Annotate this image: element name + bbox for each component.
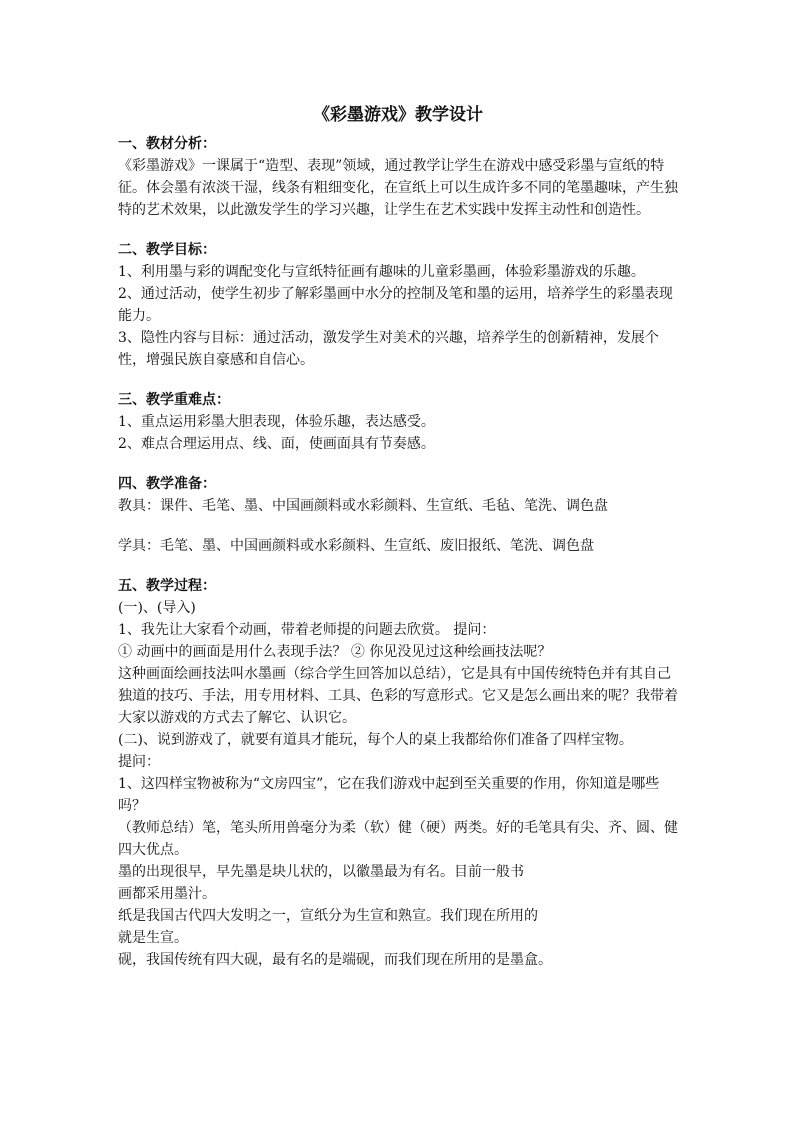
paragraph: 教具：课件、毛笔、墨、中国画颜料或水彩颜料、生宣纸、毛毡、笔洗、调色盘: [118, 498, 608, 514]
paragraph: 1、这四样宝物被称为“文房四宝”，它在我们游戏中起到至关重要的作用，你知道是哪些吗？: [118, 776, 660, 814]
paragraph: ① 动画中的画面是用什么表现手法？ ② 你见没见过这种绘画技法呢？: [118, 644, 552, 660]
paragraph: (二)、说到游戏了，就要有道具才能玩，每个人的桌上我都给你们准备了四样宝物。: [118, 732, 633, 748]
paragraph: 2、难点合理运用点、线、面，使画面具有节奏感。: [118, 436, 435, 452]
paragraph: 3、隐性内容与目标：通过活动，激发学生对美术的兴趣，培养学生的创新精神，发展个性，增强民族自豪感和自信心。: [118, 330, 659, 368]
paragraph: 纸是我国古代四大发明之一，宣纸分为生宣和熟宣。我们现在所用的: [118, 908, 538, 924]
section-heading: 一、教材分析：: [118, 136, 216, 152]
spacer: [118, 557, 678, 575]
spacer: [118, 371, 678, 389]
paragraph: 1、重点运用彩墨大胆表现，体验乐趣，表达感受。: [118, 414, 435, 430]
spacer: [118, 517, 678, 535]
spacer: [118, 455, 678, 473]
paragraph: （教师总结）笔，笔头所用兽毫分为柔（软）健（硬）两类。好的毛笔具有尖、齐、圆、健四大优点。: [118, 820, 678, 858]
paragraph: 这种画面绘画技法叫水墨画（综合学生回答加以总结），它是具有中国传统特色并有其自己独道的技巧、手法，用专用材料、工具、色彩的写意形式。它又是怎么画出来的呢？我带着大家以游戏的方式去了解它、认识它。: [118, 666, 678, 726]
spacer: [118, 221, 678, 239]
paragraph: 1、利用墨与彩的调配变化与宣纸特征画有趣味的儿童彩墨画，体验彩墨游戏的乐趣。: [118, 264, 645, 280]
section-heading: 五、教学过程：: [118, 578, 216, 594]
section-heading: 四、教学准备：: [118, 476, 216, 492]
paragraph: 《彩墨游戏》一课属于“造型、表现”领域，通过教学让学生在游戏中感受彩墨与宣纸的特征。体会墨有浓淡干湿，线条有粗细变化，在宣纸上可以生成许多不同的笔墨趣味，产生独特的艺术效果，以此激发学生的学习兴趣，让学生在艺术实践中发挥主动性和创造性。: [118, 158, 678, 218]
document-title: 《彩墨游戏》教学设计: [313, 105, 483, 125]
paragraph: 砚，我国传统有四大砚，最有名的是端砚，而我们现在所用的是墨盒。: [118, 952, 552, 968]
paragraph: 提问：: [118, 754, 160, 770]
section-heading: 三、教学重难点：: [118, 392, 230, 408]
paragraph: (一)、(导入): [118, 600, 196, 616]
section-heading: 二、教学目标：: [118, 242, 216, 258]
paragraph: 画都采用墨汁。: [118, 886, 216, 902]
paragraph: 学具：毛笔、墨、中国画颜料或水彩颜料、生宣纸、废旧报纸、笔洗、调色盘: [118, 538, 594, 554]
paragraph: 1、我先让大家看个动画，带着老师提的问题去欣赏。 提问：: [118, 622, 496, 638]
paragraph: 墨的出现很早，早先墨是块儿状的，以徽墨最为有名。目前一般书: [118, 864, 524, 880]
document-page: [118, 103, 678, 971]
paragraph: 2、通过活动，使学生初步了解彩墨画中水分的控制及笔和墨的运用，培养学生的彩墨表现能力。: [118, 286, 673, 324]
paragraph: 就是生宣。: [118, 930, 188, 946]
